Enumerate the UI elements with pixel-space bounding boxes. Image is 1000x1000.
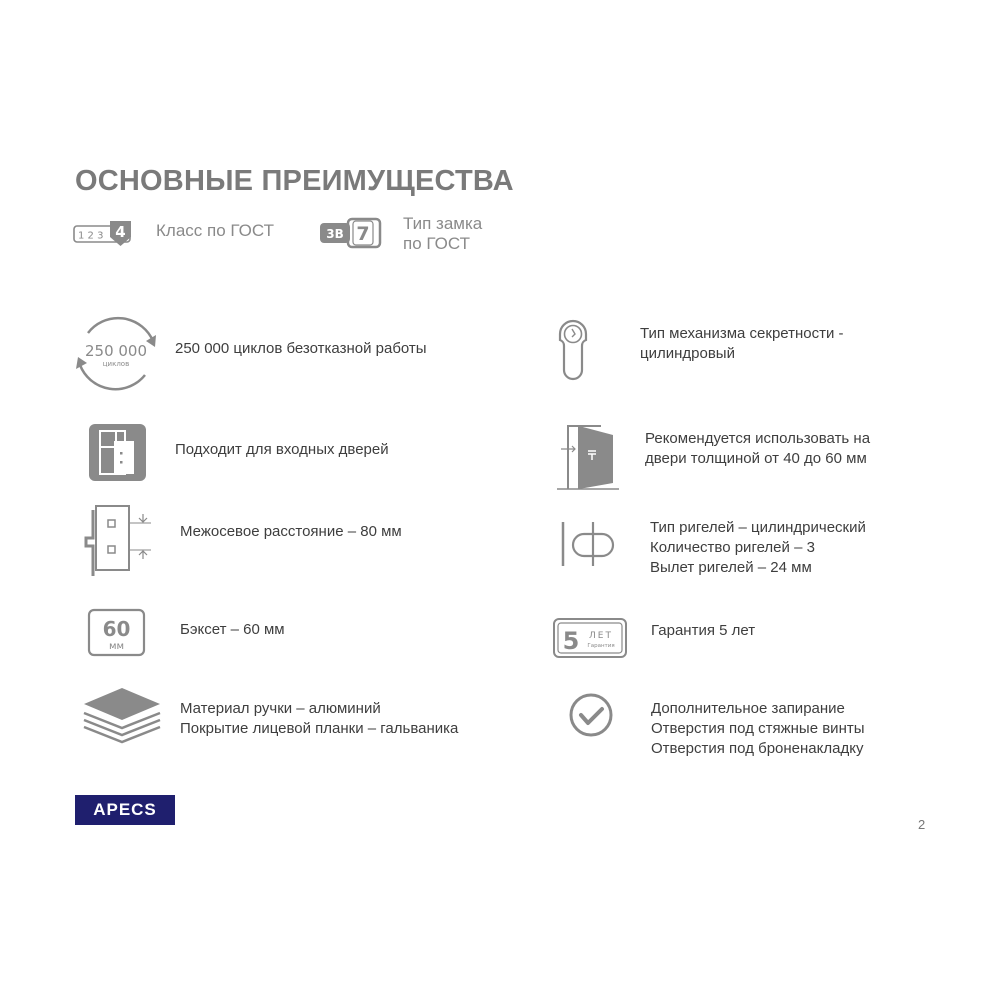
feature-bolts <box>650 518 866 578</box>
feature-distance <box>180 522 402 542</box>
warranty-value: 5 <box>562 627 580 655</box>
gost-badge-value: 4 <box>115 223 126 241</box>
lock-type-icon <box>320 217 384 251</box>
layers-icon <box>82 685 162 745</box>
feature-cycles <box>175 339 427 359</box>
lock-type-label-line1: Тип замка <box>403 214 483 233</box>
cycles-value: 250 000 <box>84 342 148 360</box>
lock-badge-value: 7 <box>356 223 370 245</box>
feature-line: Количество ригелей – 3 <box>650 539 815 556</box>
warranty-icon <box>553 618 629 660</box>
feature-line: Гарантия 5 лет <box>651 622 756 639</box>
cylinder-icon <box>556 318 592 380</box>
feature-material <box>180 699 458 739</box>
feature-line: Покрытие лицевой планки – гальваника <box>180 720 459 737</box>
feature-line: Отверстия под стяжные винты <box>651 720 865 737</box>
lock-type-label <box>403 214 482 254</box>
gost-badge-digits: 1 2 3 <box>78 230 104 242</box>
page-title: ОСНОВНЫЕ ПРЕИМУЩЕСТВА <box>75 165 514 197</box>
checkmark-icon <box>569 693 615 739</box>
page-number: 2 <box>918 817 926 832</box>
brand-logo: APECS <box>75 795 175 825</box>
bolt-icon <box>560 520 620 570</box>
door-thickness-icon <box>555 423 621 493</box>
warranty-sub: ЛЕТ <box>589 631 613 641</box>
feature-warranty <box>651 621 755 641</box>
feature-extra <box>651 699 865 759</box>
lock-badge-prefix: 3В <box>326 227 344 241</box>
feature-entrance-door <box>175 440 389 460</box>
feature-line: Межосевое расстояние – 80 мм <box>180 523 402 540</box>
feature-cylinder <box>640 324 844 364</box>
feature-line: Тип ригелей – цилиндрический <box>650 519 866 536</box>
feature-door-thickness <box>645 429 870 469</box>
feature-line: 250 000 циклов безотказной работы <box>175 340 427 357</box>
warranty-sub2: Гарантия <box>587 643 615 649</box>
cycles-sub: циклов <box>102 360 130 368</box>
feature-backset <box>180 620 285 640</box>
backset-sub: мм <box>108 641 125 652</box>
feature-line: Подходит для входных дверей <box>175 441 389 458</box>
lock-body-icon <box>83 502 155 578</box>
feature-line: Тип механизма секретности - <box>640 325 844 342</box>
feature-line: Вылет ригелей – 24 мм <box>650 559 812 576</box>
entrance-door-icon <box>89 424 147 482</box>
feature-line: Отверстия под броненакладку <box>651 740 864 757</box>
gost-class-icon <box>73 220 135 248</box>
lock-type-label-line2: по ГОСТ <box>403 234 470 253</box>
feature-line: Дополнительное запирание <box>651 700 845 717</box>
feature-line: Бэксет – 60 мм <box>180 621 285 638</box>
feature-line: двери толщиной от 40 до 60 мм <box>645 450 867 467</box>
cycles-icon <box>73 311 159 393</box>
feature-line: Материал ручки – алюминий <box>180 700 381 717</box>
backset-value: 60 <box>102 617 131 641</box>
feature-line: Рекомендуется использовать на <box>645 430 871 447</box>
backset-icon <box>88 609 146 657</box>
feature-line: цилиндровый <box>640 345 735 362</box>
gost-class-label: Класс по ГОСТ <box>156 221 274 240</box>
